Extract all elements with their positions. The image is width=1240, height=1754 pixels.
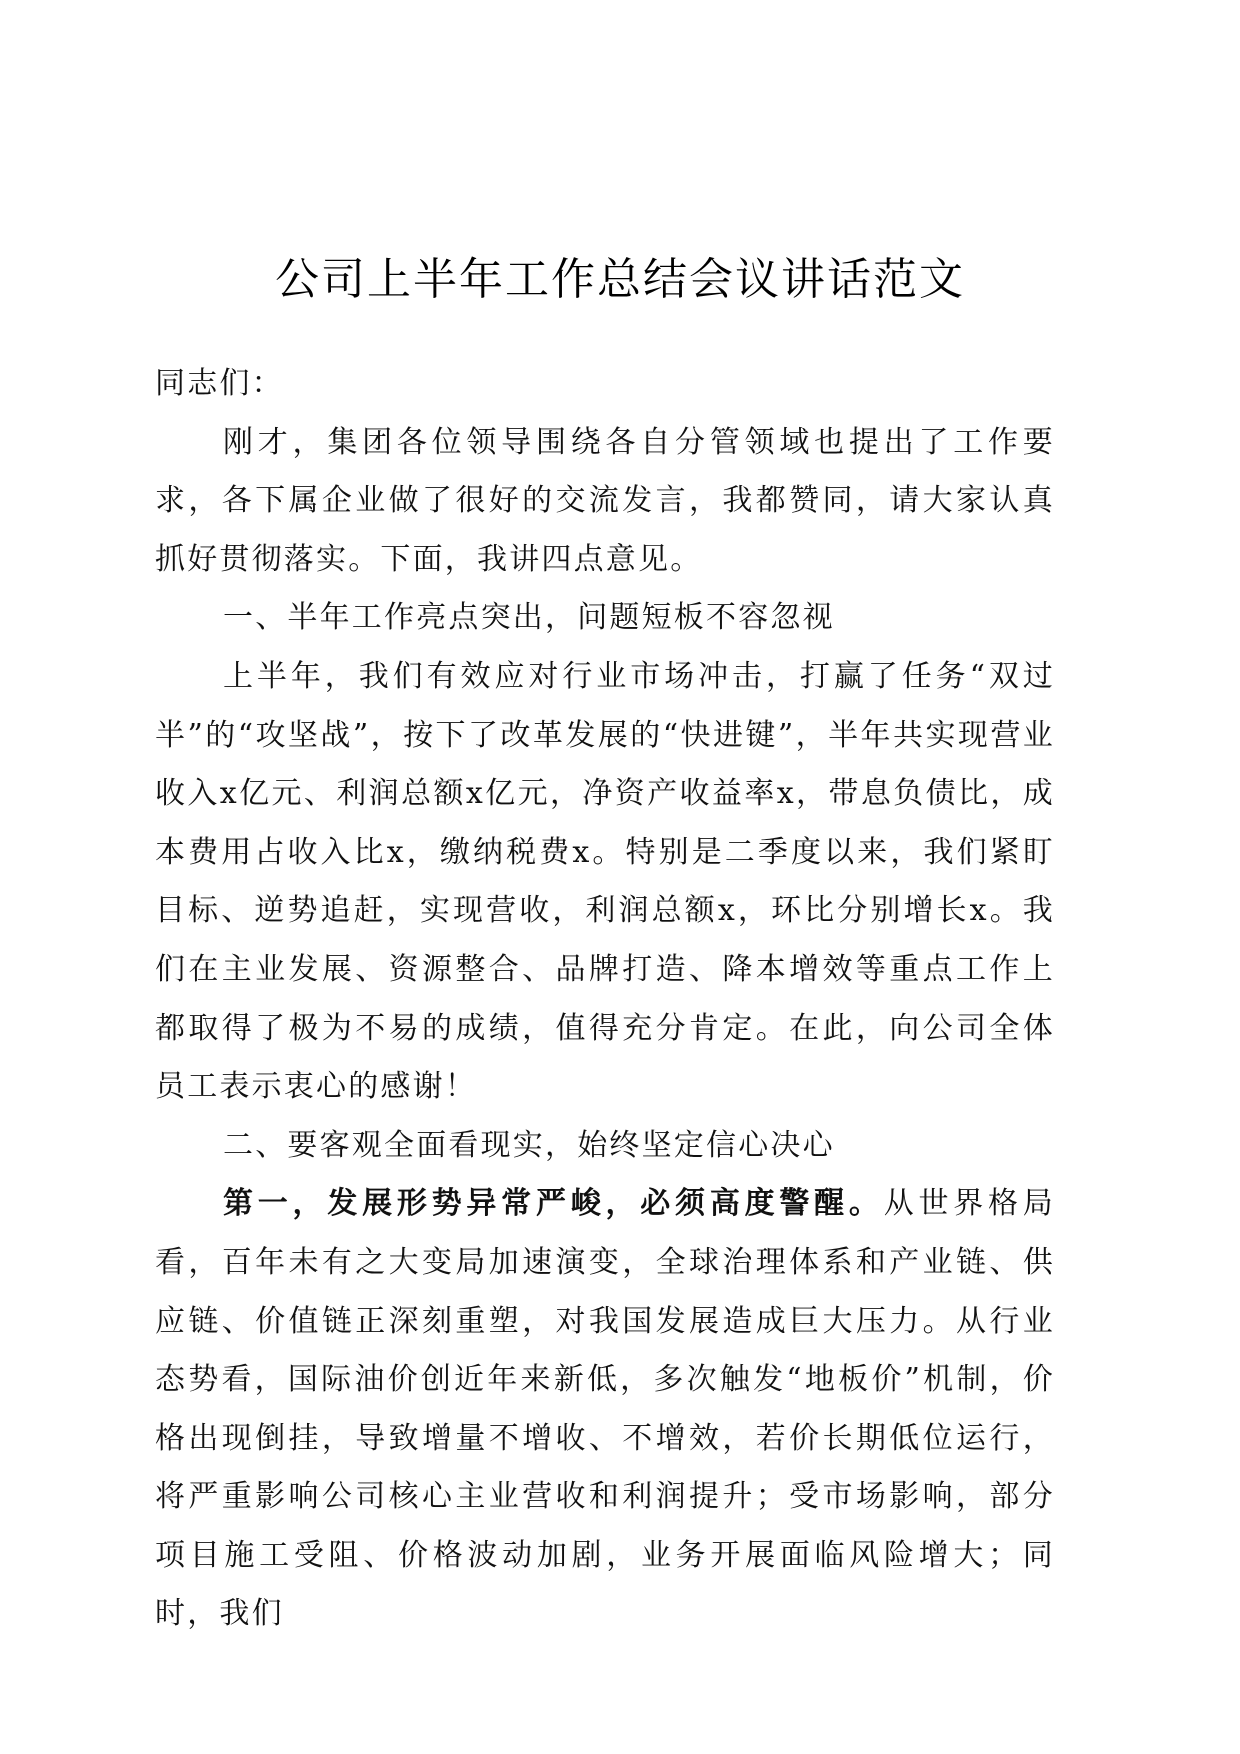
document-title: 公司上半年工作总结会议讲话范文: [275, 254, 965, 305]
document-body: [155, 355, 1055, 1644]
paragraph-half-year-results: 上半年，我们有效应对行业市场冲击，打赢了任务“双过半”的“攻坚战”，按下了改革发展的“快进键”，半年共实现营业收入x亿元、利润总额x亿元，净资产收益率x，带息负债比，成本费用占收入比x，缴纳税费x。特别是二季度以来，我们紧盯目标、逆势追赶，实现营收，利润总额x，环比分别增长x。我们在主业发展、资源整合、品牌打造、降本增效等重点工作上都取得了极为不易的成绩，值得充分肯定。在此，向公司全体员工表示衷心的感谢！: [155, 658, 1055, 1105]
paragraph-lead-bold: 第一，发展形势异常严峻，必须高度警醒。: [223, 1186, 884, 1222]
section-heading-1: 一、半年工作亮点突出，问题短板不容忽视: [223, 600, 835, 636]
section-heading-2: 二、要客观全面看现实，始终坚定信心决心: [223, 1127, 835, 1163]
paragraph-intro: 刚才，集团各位领导围绕各自分管领域也提出了工作要求，各下属企业做了很好的交流发言，我都赞同，请大家认真抓好贯彻落实。下面，我讲四点意见。: [155, 424, 1055, 577]
paragraph-situation-body: 从世界格局看，百年未有之大变局加速演变，全球治理体系和产业链、供应链、价值链正深刻重塑，对我国发展造成巨大压力。从行业态势看，国际油价创近年来新低，多次触发“地板价”机制，价格出现倒挂，导致增量不增收、不增效，若价长期低位运行，将严重影响公司核心主业营收和利润提升；受市场影响，部分项目施工受阻、价格波动加剧，业务开展面临风险增大；同时，我们: [155, 1186, 1055, 1632]
salutation: 同志们：: [155, 366, 284, 401]
paragraph-situation: [155, 1175, 1055, 1644]
